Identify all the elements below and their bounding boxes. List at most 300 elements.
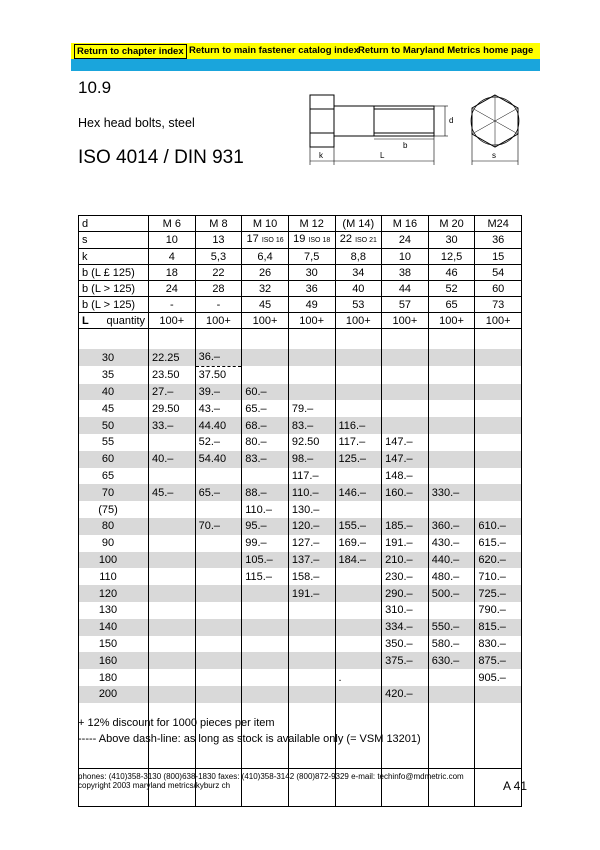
length-cell: (75) (79, 501, 149, 518)
price-cell: 710.– (475, 568, 522, 585)
property-value (149, 281, 196, 297)
length-cell: 90 (79, 535, 149, 552)
length-cell: 100 (79, 552, 149, 569)
price-cell (475, 484, 522, 501)
price-cell (428, 366, 475, 383)
copyright-text: copyright 2003 maryland metrics/kyburz ch (78, 781, 231, 790)
price-cell: 52.– (195, 434, 242, 451)
price-cell: 630.– (428, 652, 475, 669)
property-row (79, 297, 522, 313)
price-cell: 430.– (428, 535, 475, 552)
price-cell (382, 349, 429, 366)
property-value (149, 265, 196, 281)
price-cell (242, 585, 289, 602)
length-cell: 70 (79, 484, 149, 501)
price-cell (149, 468, 196, 485)
property-value (288, 216, 335, 232)
price-cell: 110.– (288, 484, 335, 501)
length-cell: 55 (79, 434, 149, 451)
property-value (428, 297, 475, 313)
price-cell: 22.25 (149, 349, 196, 366)
value-text: 6,4 (257, 250, 273, 263)
row-label: b (L > 125) (79, 297, 149, 313)
price-cell (242, 349, 289, 366)
spacer-row (79, 329, 522, 350)
value-text: 24 (165, 282, 178, 295)
property-value (382, 216, 429, 232)
value-text: M 6 (162, 217, 181, 230)
value-text: 52 (445, 282, 458, 295)
property-value (475, 232, 522, 249)
price-cell (149, 602, 196, 619)
property-value (428, 249, 475, 265)
value-text: 24 (398, 234, 412, 246)
value-text: 32 (258, 282, 272, 295)
spacer-cell (335, 329, 382, 350)
price-row (79, 535, 522, 552)
property-value (288, 249, 335, 265)
price-cell: 98.– (288, 451, 335, 468)
price-cell: 191.– (288, 585, 335, 602)
price-row (79, 434, 522, 451)
contact-info: phones: (410)358-3130 (800)638-1830 faxes: (410)358-3142 (800)872-9329 e-mail: techinfo@mdmetric.com (78, 772, 464, 781)
value-text: 100+ (485, 314, 511, 327)
footer-rule (78, 768, 522, 769)
price-cell (428, 417, 475, 434)
property-value (335, 313, 382, 329)
price-cell (288, 384, 335, 401)
price-cell: 95.– (242, 518, 289, 535)
value-text: 38 (398, 266, 412, 279)
price-cell (288, 686, 335, 703)
price-cell (242, 652, 289, 669)
property-value (335, 265, 382, 281)
property-value (195, 232, 242, 249)
property-value (382, 281, 429, 297)
price-cell (149, 501, 196, 518)
price-cell: 350.– (382, 636, 429, 653)
price-cell: 110.– (242, 501, 289, 518)
property-value (335, 249, 382, 265)
price-cell: 230.– (382, 568, 429, 585)
value-text: M 20 (439, 217, 464, 230)
price-cell: 27.– (149, 384, 196, 401)
spacer-cell (382, 329, 429, 350)
value-text: 100+ (299, 314, 325, 327)
price-cell (335, 686, 382, 703)
price-cell (335, 384, 382, 401)
property-value (475, 249, 522, 265)
price-cell (335, 636, 382, 653)
price-cell (149, 652, 196, 669)
value-text: 100+ (206, 314, 231, 327)
spacer-cell (195, 329, 242, 350)
price-cell: 615.– (475, 535, 522, 552)
price-cell: 375.– (382, 652, 429, 669)
price-cell: 330.– (428, 484, 475, 501)
price-cell (149, 552, 196, 569)
price-cell (475, 434, 522, 451)
value-text: 34 (352, 266, 365, 279)
price-cell: 65.– (242, 400, 289, 417)
dim-label-d: d (449, 116, 454, 125)
price-cell: 420.– (382, 686, 429, 703)
property-value (149, 216, 196, 232)
value-text: 57 (398, 298, 412, 311)
price-cell (475, 686, 522, 703)
price-cell (475, 366, 522, 383)
price-cell (475, 349, 522, 366)
spacer-cell (288, 329, 335, 350)
property-value (428, 232, 475, 249)
property-value (335, 297, 382, 313)
length-cell: 40 (79, 384, 149, 401)
price-row (79, 451, 522, 468)
value-text: 4 (168, 250, 175, 263)
price-cell (382, 400, 429, 417)
property-value (149, 232, 196, 249)
price-cell (335, 585, 382, 602)
spacer-cell (79, 329, 149, 350)
price-row (79, 568, 522, 585)
value-text: 40 (352, 282, 365, 295)
price-cell: 155.– (335, 518, 382, 535)
price-cell: 39.– (195, 384, 242, 401)
price-row (79, 686, 522, 703)
property-value (335, 232, 382, 249)
price-cell: 185.– (382, 518, 429, 535)
price-cell (149, 619, 196, 636)
price-cell: 725.– (475, 585, 522, 602)
price-cell: 310.– (382, 602, 429, 619)
header-band (71, 59, 540, 71)
value-text: - (169, 298, 174, 311)
price-cell (195, 552, 242, 569)
property-value (382, 297, 429, 313)
price-cell (149, 585, 196, 602)
price-cell: 146.– (335, 484, 382, 501)
price-cell (382, 366, 429, 383)
value-text: 10 (398, 250, 412, 263)
property-row (79, 265, 522, 281)
price-cell (382, 501, 429, 518)
price-cell (475, 384, 522, 401)
price-cell (242, 602, 289, 619)
price-cell (428, 602, 475, 619)
property-value (195, 216, 242, 232)
value-text: 53 (352, 298, 365, 311)
value-text: 44 (398, 282, 412, 295)
property-value (288, 297, 335, 313)
price-cell (382, 669, 429, 686)
price-cell: 815.– (475, 619, 522, 636)
price-cell (428, 669, 475, 686)
price-cell (382, 384, 429, 401)
price-cell (195, 501, 242, 518)
row-label-main: L (82, 314, 89, 327)
price-cell (149, 518, 196, 535)
price-cell: 125.– (335, 451, 382, 468)
value-text: 65 (445, 298, 458, 311)
price-cell: 115.– (242, 568, 289, 585)
property-value (195, 297, 242, 313)
price-cell: 105.– (242, 552, 289, 569)
price-cell: 160.– (382, 484, 429, 501)
value-text: 5,3 (210, 250, 227, 263)
price-cell (428, 451, 475, 468)
property-value (382, 313, 429, 329)
price-cell: 65.– (195, 484, 242, 501)
discount-note: + 12% discount for 1000 pieces per item (78, 717, 275, 729)
price-cell: 875.– (475, 652, 522, 669)
price-cell: 37.50 (195, 366, 242, 383)
standard-title: ISO 4014 / DIN 931 (78, 147, 244, 168)
value-text: 7,5 (304, 250, 320, 263)
property-value (149, 313, 196, 329)
row-label: b (L £ 125) (79, 265, 149, 281)
price-cell: 23.50 (149, 366, 196, 383)
dim-label-l: L (380, 151, 385, 160)
property-value (428, 281, 475, 297)
price-row (79, 468, 522, 485)
price-cell (475, 451, 522, 468)
price-cell (335, 602, 382, 619)
price-cell: 158.– (288, 568, 335, 585)
price-cell: 45.– (149, 484, 196, 501)
property-value (242, 249, 289, 265)
length-cell: 80 (79, 518, 149, 535)
row-label: s (79, 232, 149, 249)
price-cell (149, 568, 196, 585)
price-cell: 92.50 (288, 434, 335, 451)
price-cell: 120.– (288, 518, 335, 535)
price-cell (335, 400, 382, 417)
price-cell (428, 468, 475, 485)
price-cell (195, 602, 242, 619)
price-row (79, 619, 522, 636)
price-cell: 500.– (428, 585, 475, 602)
value-text: 18 (165, 266, 178, 279)
price-cell (335, 652, 382, 669)
price-cell (149, 686, 196, 703)
value-text: M 8 (209, 217, 228, 230)
property-value (242, 297, 289, 313)
price-cell: 169.– (335, 535, 382, 552)
value-text: 73 (492, 298, 505, 311)
property-value (195, 265, 242, 281)
row-label: b (L > 125) (79, 281, 149, 297)
price-row (79, 384, 522, 401)
price-row (79, 349, 522, 366)
spacer-cell (428, 329, 475, 350)
price-cell: 148.– (382, 468, 429, 485)
home-page-link[interactable]: Return to Maryland Metrics home page (358, 45, 534, 56)
length-cell: 200 (79, 686, 149, 703)
value-text: 100+ (345, 314, 371, 327)
price-cell: 580.– (428, 636, 475, 653)
value-text: 49 (305, 298, 318, 311)
price-cell: 130.– (288, 501, 335, 518)
value-text: 60 (492, 282, 505, 295)
catalog-index-link[interactable]: Return to main fastener catalog index (189, 45, 359, 56)
length-cell: 30 (79, 349, 149, 366)
value-text: 8,8 (350, 250, 366, 263)
price-cell (475, 417, 522, 434)
property-value (382, 265, 429, 281)
length-cell: 130 (79, 602, 149, 619)
property-value (475, 281, 522, 297)
price-row (79, 417, 522, 434)
price-cell: 88.– (242, 484, 289, 501)
property-value (288, 313, 335, 329)
price-cell: 550.– (428, 619, 475, 636)
price-cell: 905.– (475, 669, 522, 686)
price-cell (195, 636, 242, 653)
length-cell: 60 (79, 451, 149, 468)
value-text: 28 (212, 282, 225, 295)
price-cell: 117.– (335, 434, 382, 451)
price-cell: 36.– (195, 349, 242, 366)
price-cell (475, 501, 522, 518)
price-cell (288, 619, 335, 636)
price-cell (335, 501, 382, 518)
price-cell (242, 686, 289, 703)
price-row (79, 518, 522, 535)
dim-label-s: s (492, 151, 496, 160)
price-cell: 360.– (428, 518, 475, 535)
price-cell (288, 349, 335, 366)
price-cell (382, 417, 429, 434)
length-cell: 160 (79, 652, 149, 669)
value-text: 100+ (392, 314, 418, 327)
price-cell: 440.– (428, 552, 475, 569)
price-cell (195, 468, 242, 485)
price-cell: 117.– (288, 468, 335, 485)
product-description: Hex head bolts, steel (78, 116, 195, 130)
price-cell (149, 434, 196, 451)
empty-cell (382, 703, 429, 807)
value-text: 54 (492, 266, 505, 279)
dim-label-b: b (403, 141, 408, 150)
property-value (428, 216, 475, 232)
price-cell (242, 468, 289, 485)
value-text: M 12 (299, 217, 324, 230)
value-text: 26 (258, 266, 272, 279)
property-row (79, 249, 522, 265)
price-cell: 147.– (382, 451, 429, 468)
price-row (79, 501, 522, 518)
dim-label-k: k (319, 151, 323, 160)
property-value (335, 216, 382, 232)
property-row (79, 313, 522, 329)
row-label: d (79, 216, 149, 232)
price-cell (288, 602, 335, 619)
property-value (242, 313, 289, 329)
price-cell (242, 619, 289, 636)
row-label-extra: quantity (106, 314, 145, 327)
price-cell (195, 535, 242, 552)
price-row (79, 366, 522, 383)
value-text: 36 (492, 234, 505, 246)
value-text: 30 (305, 266, 318, 279)
price-cell: 60.– (242, 384, 289, 401)
price-cell (335, 568, 382, 585)
price-row (79, 652, 522, 669)
length-cell: 140 (79, 619, 149, 636)
price-cell: 70.– (195, 518, 242, 535)
value-text: 100+ (439, 314, 464, 327)
price-cell (428, 384, 475, 401)
iso-note: ISO 18 (308, 237, 331, 244)
price-cell: 620.– (475, 552, 522, 569)
price-cell (242, 366, 289, 383)
length-cell: 120 (79, 585, 149, 602)
property-value (149, 297, 196, 313)
price-cell: 210.– (382, 552, 429, 569)
value-text: M 10 (252, 217, 278, 230)
price-cell: 83.– (242, 451, 289, 468)
price-cell (195, 585, 242, 602)
price-row (79, 669, 522, 686)
price-cell: 191.– (382, 535, 429, 552)
price-cell: 610.– (475, 518, 522, 535)
price-cell: 790.– (475, 602, 522, 619)
chapter-index-link[interactable]: Return to chapter index (74, 44, 187, 59)
price-cell (475, 400, 522, 417)
length-cell: 50 (79, 417, 149, 434)
price-row (79, 636, 522, 653)
price-cell (195, 686, 242, 703)
price-cell: 79.– (288, 400, 335, 417)
price-cell: 68.– (242, 417, 289, 434)
dashline-note: ----- Above dash-line: as long as stock is available only (= VSM 13201) (78, 733, 421, 745)
strength-grade: 10.9 (78, 78, 112, 97)
length-cell: 65 (79, 468, 149, 485)
property-value (242, 281, 289, 297)
property-value (195, 313, 242, 329)
empty-cell (428, 703, 475, 807)
length-cell: 180 (79, 669, 149, 686)
price-cell (195, 669, 242, 686)
property-value (475, 313, 522, 329)
spacer-cell (242, 329, 289, 350)
iso-note: ISO 16 (261, 237, 284, 244)
property-value (149, 249, 196, 265)
price-cell (195, 619, 242, 636)
property-row (79, 232, 522, 249)
price-cell: 184.– (335, 552, 382, 569)
price-row (79, 602, 522, 619)
price-cell (428, 686, 475, 703)
price-cell (335, 349, 382, 366)
price-cell (195, 652, 242, 669)
length-cell: 35 (79, 366, 149, 383)
property-value (242, 265, 289, 281)
price-cell: 80.– (242, 434, 289, 451)
row-label: k (79, 249, 149, 265)
property-value (195, 249, 242, 265)
property-value (242, 232, 289, 249)
iso-note: ISO 21 (355, 237, 377, 244)
price-cell (288, 652, 335, 669)
value-text: 22 (339, 233, 352, 245)
value-text: M24 (487, 217, 509, 230)
length-cell: 150 (79, 636, 149, 653)
property-value (288, 232, 335, 249)
price-cell (195, 568, 242, 585)
price-cell: 480.– (428, 568, 475, 585)
price-cell (428, 434, 475, 451)
